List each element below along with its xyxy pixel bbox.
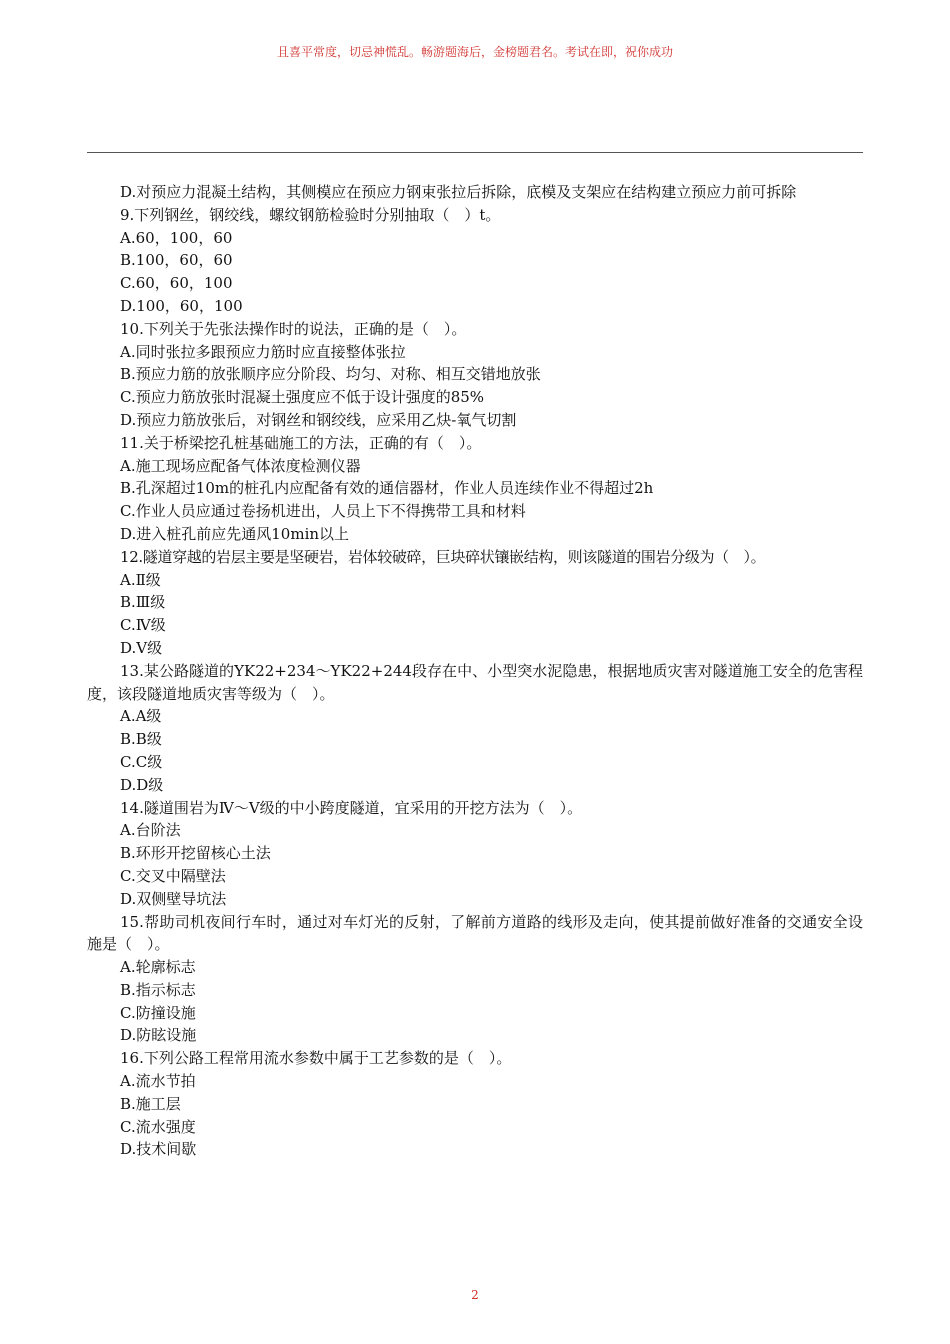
option-d: D.100，60，100 <box>120 296 243 315</box>
option-a: A.流水节拍 <box>120 1072 196 1091</box>
option-c: C.流水强度 <box>120 1117 196 1136</box>
question-16: 16.下列公路工程常用流水参数中属于工艺参数的是（ ）。 <box>120 1049 512 1068</box>
page-header-motto: 且喜平常度，切忌神慌乱。畅游题海后，金榜题君名。考试在即，祝你成功 <box>276 45 673 59</box>
option-a: A.A级 <box>120 707 162 726</box>
document-body <box>87 181 863 1161</box>
question-14: 14.隧道围岩为Ⅳ～Ⅴ级的中小跨度隧道，宜采用的开挖方法为（ ）。 <box>120 798 583 817</box>
option-c: C.交叉中隔壁法 <box>120 866 226 885</box>
question-12: 12.隧道穿越的岩层主要是坚硬岩，岩体较破碎，巨块碎状镶嵌结构，则该隧道的围岩分级为（ ）。 <box>120 547 766 566</box>
question-15: 15.帮助司机夜间行车时，通过对车灯光的反射，了解前方道路的线形及走向，使其提前做好准备的交通安全设施是（ ）。 <box>87 912 863 954</box>
option-d: D.Ⅴ级 <box>120 638 163 657</box>
option-b: B.Ⅲ级 <box>120 593 166 612</box>
page-number: 2 <box>471 1288 479 1302</box>
question-13: 13.某公路隧道的YK22+234～YK22+244段存在中、小型突水泥隐患，根据地质灾害对隧道施工安全的危害程度，该段隧道地质灾害等级为（ ）。 <box>87 661 863 703</box>
option-d-q8: D.对预应力混凝土结构，其侧模应在预应力钢束张拉后拆除，底模及支架应在结构建立预应力前可拆除 <box>120 183 797 201</box>
option-b: B.B级 <box>120 730 162 749</box>
header-divider <box>87 152 863 153</box>
option-a: A.施工现场应配备气体浓度检测仪器 <box>120 456 361 475</box>
option-c: C.预应力筋放张时混凝土强度应不低于设计强度的85% <box>120 388 485 407</box>
option-b: B.施工层 <box>120 1094 181 1113</box>
option-d: D.技术间歇 <box>120 1140 197 1159</box>
option-b: B.预应力筋的放张顺序应分阶段、均匀、对称、相互交错地放张 <box>120 365 541 384</box>
question-9: 9.下列钢丝，钢绞线，螺纹钢筋检验时分别抽取（ ）t。 <box>120 205 501 224</box>
option-a: A.60，100，60 <box>120 228 233 247</box>
option-b: B.环形开挖留核心土法 <box>120 844 271 863</box>
option-b: B.指示标志 <box>120 980 196 999</box>
option-d: D.预应力筋放张后，对钢丝和钢绞线，应采用乙炔-氧气切割 <box>120 410 517 429</box>
question-10: 10.下列关于先张法操作时的说法，正确的是（ ）。 <box>120 319 467 338</box>
option-d: D.双侧壁导坑法 <box>120 889 227 908</box>
option-a: A.轮廓标志 <box>120 958 196 977</box>
option-c: C.防撞设施 <box>120 1003 196 1022</box>
option-b: B.100，60，60 <box>120 251 233 270</box>
option-a: A.Ⅱ级 <box>120 570 161 589</box>
option-d: D.防眩设施 <box>120 1026 197 1045</box>
option-a: A.同时张拉多跟预应力筋时应直接整体张拉 <box>120 342 406 361</box>
option-d: D.进入桩孔前应先通风10min以上 <box>120 524 350 543</box>
question-11: 11.关于桥梁挖孔桩基础施工的方法，正确的有（ ）。 <box>120 433 482 452</box>
option-c: C.C级 <box>120 752 163 771</box>
option-a: A.台阶法 <box>120 821 181 840</box>
option-c: C.60，60，100 <box>120 274 233 293</box>
option-c: C.Ⅳ级 <box>120 616 166 635</box>
option-d: D.D级 <box>120 775 164 794</box>
option-c: C.作业人员应通过卷扬机进出，人员上下不得携带工具和材料 <box>120 502 526 521</box>
option-b: B.孔深超过10m的桩孔内应配备有效的通信器材，作业人员连续作业不得超过2h <box>120 479 654 498</box>
